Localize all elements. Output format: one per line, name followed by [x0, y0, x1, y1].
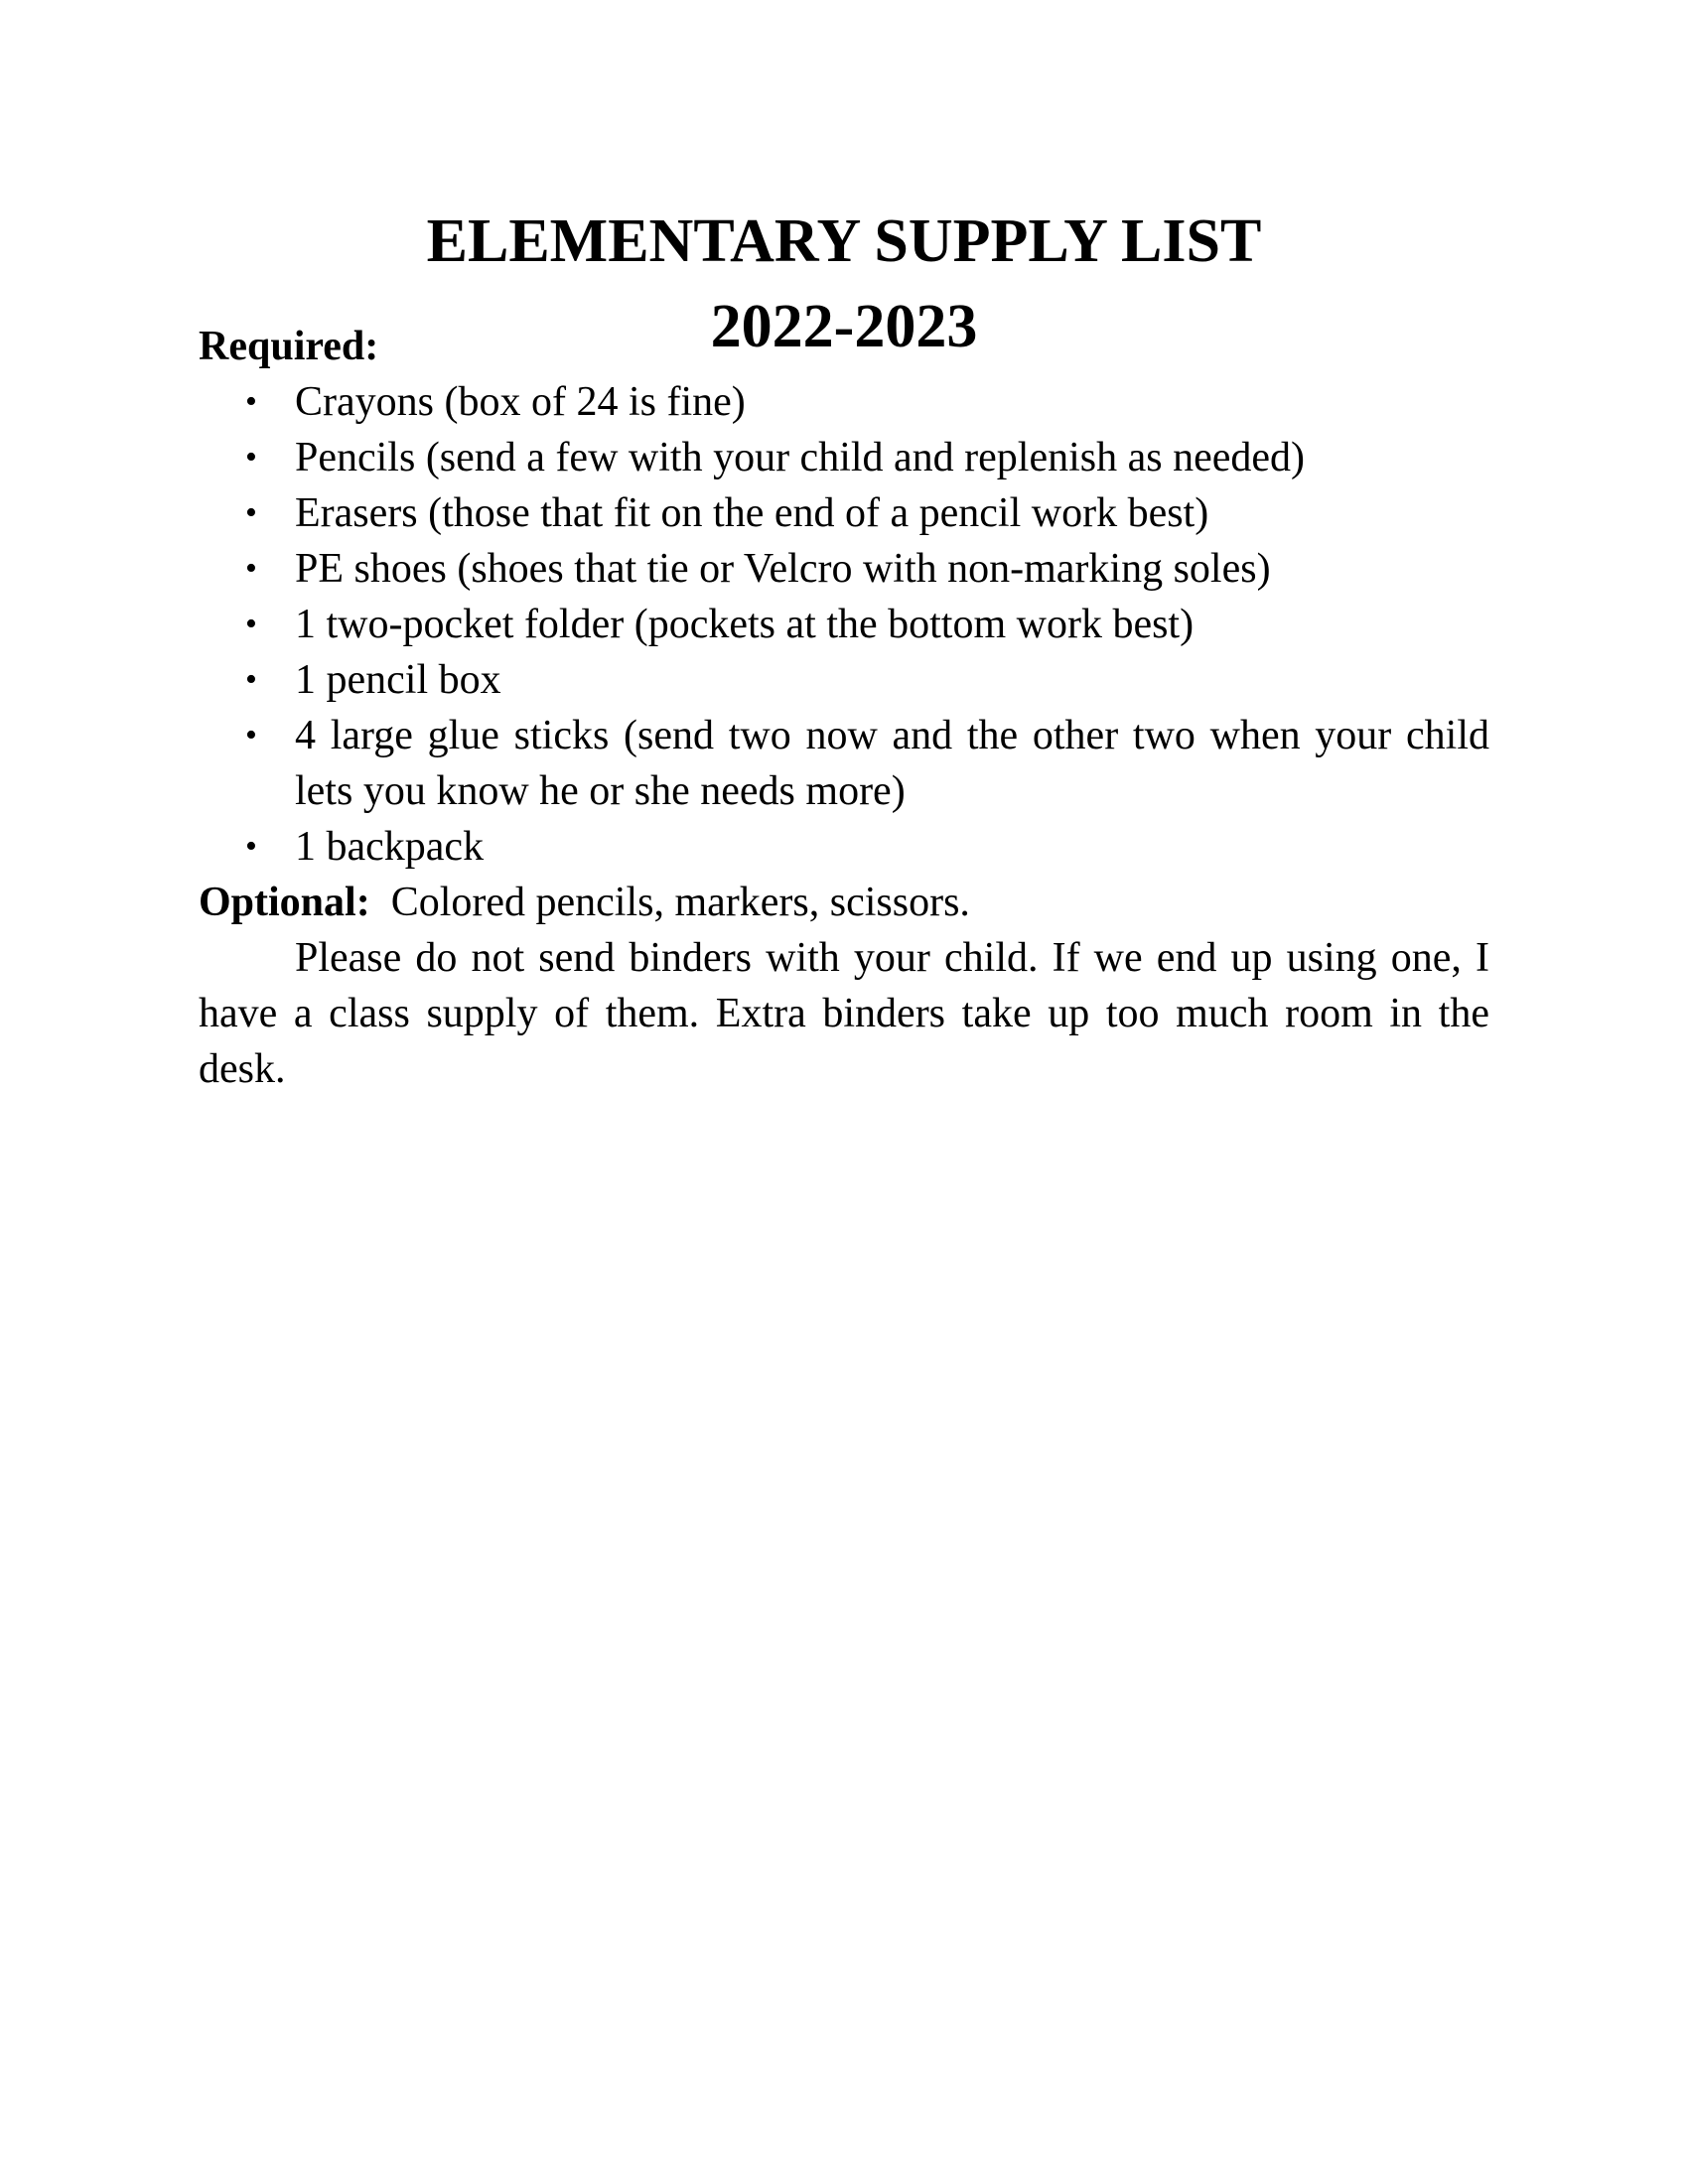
bullet-icon: • [245, 661, 257, 698]
required-heading: Required: [199, 324, 379, 369]
list-item-text: PE shoes (shoes that tie or Velcro with non-marking soles) [295, 546, 1271, 592]
bullet-icon: • [245, 606, 257, 642]
list-item-text: 1 two-pocket folder (pockets at the bottom work best) [295, 602, 1195, 647]
title-line-1: ELEMENTARY SUPPLY LIST [426, 207, 1262, 275]
binder-note: Please do not send binders with your child. If we end up using one, I have a class supply of them. Extra binders take up too much room in the desk. [199, 935, 1489, 1092]
list-item [245, 541, 1489, 597]
optional-line [199, 875, 1489, 930]
list-item [245, 819, 1489, 875]
bullet-icon: • [245, 439, 257, 476]
list-item-text: 1 pencil box [295, 657, 501, 703]
list-item [245, 652, 1489, 708]
optional-label: Optional: [199, 880, 370, 925]
list-item-text: 4 large glue sticks (send two now and the other two when your child lets you know he or she needs more) [295, 713, 1489, 814]
bullet-icon: • [245, 717, 257, 753]
bullet-icon: • [245, 550, 257, 587]
document-body [199, 319, 1489, 1097]
list-item [245, 485, 1489, 541]
list-item-text: Pencils (send a few with your child and replenish as needed) [295, 435, 1306, 480]
list-item-text: 1 backpack [295, 824, 485, 870]
list-item [245, 374, 1489, 430]
list-item-text: Erasers (those that fit on the end of a pencil work best) [295, 490, 1209, 536]
optional-text: Colored pencils, markers, scissors. [390, 880, 970, 925]
bullet-icon: • [245, 828, 257, 865]
title-line-2: 2022-2023 [710, 293, 978, 360]
list-item [245, 430, 1489, 485]
bullet-icon: • [245, 383, 257, 420]
list-item [245, 708, 1489, 819]
list-item-text: Crayons (box of 24 is fine) [295, 379, 746, 425]
bullet-icon: • [245, 494, 257, 531]
required-supply-list [199, 374, 1489, 875]
list-item [245, 597, 1489, 652]
